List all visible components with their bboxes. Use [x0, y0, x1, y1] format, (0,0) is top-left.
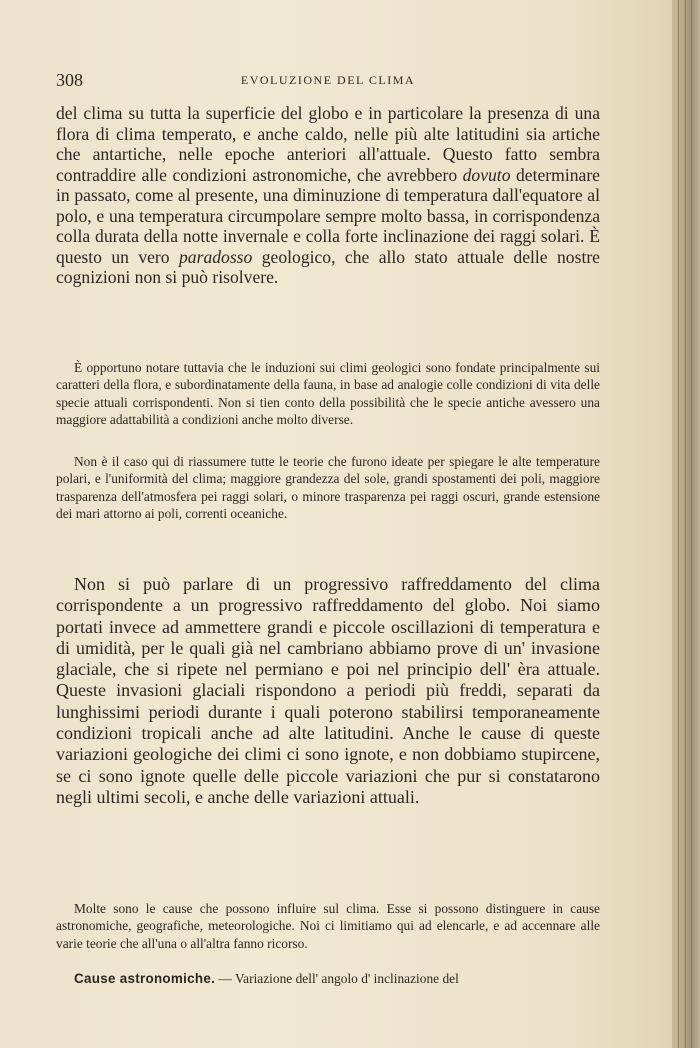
- body-paragraph-1: [56, 103, 600, 288]
- paragraph-1-text-c: geologico, che allo stato attuale delle nostre cognizioni non si può risolvere.: [56, 246, 600, 287]
- body-paragraph-2: Non si può parlare di un progressivo raffreddamento del clima corrispondente a un progressivo raffreddamento del globo. Noi siamo portati invece ad ammettere grandi e piccole oscillazioni di temperatura e di umidità, per le quali già nel cambriano abbiamo prove di un' invasione glaciale, che si ripete nel permiano e poi nel principio dell' èra attuale. Queste invasioni glaciali rispondono a periodi più freddi, separati da lunghissimi periodi durante i quali poterono stabilirsi temporaneamente condizioni tropicali anche ad alte latitudini. Anche le cause di queste variazioni geologiche dei climi ci sono ignote, e non dobbiamo stupircene, se ci sono ignote quelle delle piccole variazioni che pur si constatarono negli ultimi secoli, e anche delle variazioni attuali.: [56, 574, 600, 807]
- note-paragraph-4-text: — Variazione dell' angolo d' inclinazione del: [215, 971, 459, 986]
- italic-word-dovuto: dovuto: [462, 164, 511, 185]
- note-paragraph-1: È opportuno notare tuttavia che le induzioni sui climi geologici sono fondate principalmente sui caratteri della flora, e subordinatamente della fauna, in base ad analogie colle condizioni di vita delle specie attuali corrispondenti. Non si tien conto della possibilità che le specie antiche avessero una maggiore adattabilità a condizioni anche molto diverse.: [56, 360, 600, 427]
- page-edge-line: [685, 0, 686, 1048]
- note-paragraph-3: Molte sono le cause che possono influire sul clima. Esse si possono distinguere in cause astronomiche, geografiche, meteorologiche. Noi ci limitiamo qui ad elencarle, e ad accennare alle varie teorie che all'una o all'altra fanno ricorso.: [56, 901, 600, 951]
- paragraph-1-text-a: del clima su tutta la superficie del globo e in particolare la presenza di una flora di clima temperato, e anche caldo, nelle più alte latitudini sia artiche che antartiche, nelle epoche anteriori all'attuale. Questo fatto sembra contraddire alle condizioni astronomiche, che avrebbero: [56, 103, 600, 185]
- italic-word-paradosso: paradosso: [179, 246, 253, 267]
- page-header: [56, 70, 600, 90]
- note-paragraph-4: [56, 970, 600, 987]
- paragraph-1-text-b: determinare in passato, come al presente, una diminuzione di temperatura dall'equatore al polo, e una temperatura circumpolare sempre molto bassa, in corrispondenza colla durata della notte invernale e colla forte inclinazione dei raggi solari. È questo un vero: [56, 164, 600, 267]
- note-paragraph-2: Non è il caso qui di riassumere tutte le teorie che furono ideate per spiegare le alte temperature polari, e l'uniformità del clima; maggiore grandezza del sole, grandi spostamenti dei poli, maggiore trasparenza dell'atmosfera pei raggi solari, o minore trasparenza pei raggi oscuri, grande estensione dei mari attorno ai poli, correnti oceaniche.: [56, 454, 600, 521]
- page-edge-line: [678, 0, 679, 1048]
- running-title: EVOLUZIONE DEL CLIMA: [240, 73, 416, 87]
- page-number: 308: [56, 70, 83, 90]
- page-edge-line: [691, 0, 692, 1048]
- section-heading-cause-astronomiche: Cause astronomiche.: [74, 971, 216, 986]
- page-edge: [672, 0, 700, 1048]
